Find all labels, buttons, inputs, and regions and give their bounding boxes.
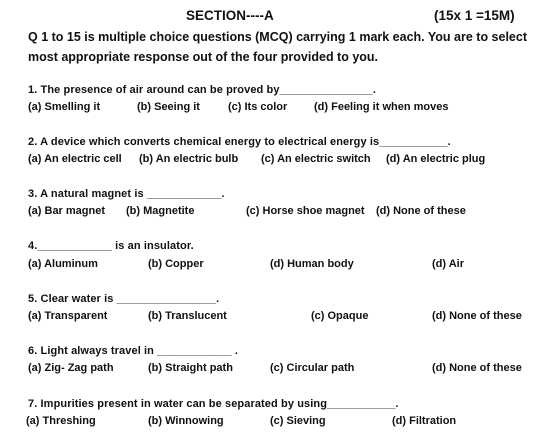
q4-option-a: (a) Aluminum: [28, 258, 98, 270]
q3-option-a: (a) Bar magnet: [28, 205, 106, 217]
q6-option-c: (c) Circular path: [270, 362, 355, 374]
q4-option-b: (b) Copper: [148, 258, 204, 270]
q1-option-c: (c) Its color: [228, 101, 288, 113]
q6-option-a: (a) Zig- Zag path: [28, 362, 114, 374]
q7-option-a: (a) Threshing: [26, 415, 96, 427]
q2-option-c: (c) An electric switch: [261, 153, 371, 165]
q4-option-c: (d) Human body: [270, 258, 354, 270]
question-5: 5. Clear water is ________________.: [28, 293, 220, 305]
question-1: 1. The presence of air around can be proved by_______________.: [28, 84, 376, 96]
q4-option-d: (d) Air: [432, 258, 464, 270]
question-3: 3. A natural magnet is ____________.: [28, 188, 225, 200]
q5-option-d: (d) None of these: [432, 310, 522, 322]
q3-option-d: (d) None of these: [376, 205, 466, 217]
q5-option-b: (b) Translucent: [148, 310, 227, 322]
section-title: SECTION----A: [186, 8, 274, 23]
question-4: 4.____________ is an insulator.: [28, 240, 194, 252]
q7-option-d: (d) Filtration: [392, 415, 457, 427]
marks-label: (15x 1 =15M): [434, 8, 515, 23]
q5-option-c: (c) Opaque: [311, 310, 369, 322]
q2-option-d: (d) An electric plug: [386, 153, 486, 165]
q7-option-c: (c) Sieving: [270, 415, 326, 427]
question-7: 7. Impurities present in water can be separated by using___________.: [28, 398, 399, 410]
q7-option-b: (b) Winnowing: [148, 415, 224, 427]
q1-option-d: (d) Feeling it when moves: [314, 101, 449, 113]
question-6: 6. Light always travel in ____________ .: [28, 345, 239, 357]
q5-option-a: (a) Transparent: [28, 310, 108, 322]
q1-option-b: (b) Seeing it: [137, 101, 200, 113]
instruction-line-1: Q 1 to 15 is multiple choice questions (MCQ) carrying 1 mark each. You are to select: [28, 30, 527, 44]
q6-option-d: (d) None of these: [432, 362, 522, 374]
q1-option-a: (a) Smelling it: [28, 101, 101, 113]
q3-option-c: (c) Horse shoe magnet: [246, 205, 365, 217]
q2-option-a: (a) An electric cell: [28, 153, 122, 165]
question-2: 2. A device which converts chemical energy to electrical energy is___________.: [28, 136, 451, 148]
q2-option-b: (b) An electric bulb: [139, 153, 239, 165]
instruction-line-2: most appropriate response out of the four provided to you.: [28, 50, 379, 64]
q6-option-b: (b) Straight path: [148, 362, 233, 374]
q3-option-b: (b) Magnetite: [126, 205, 195, 217]
